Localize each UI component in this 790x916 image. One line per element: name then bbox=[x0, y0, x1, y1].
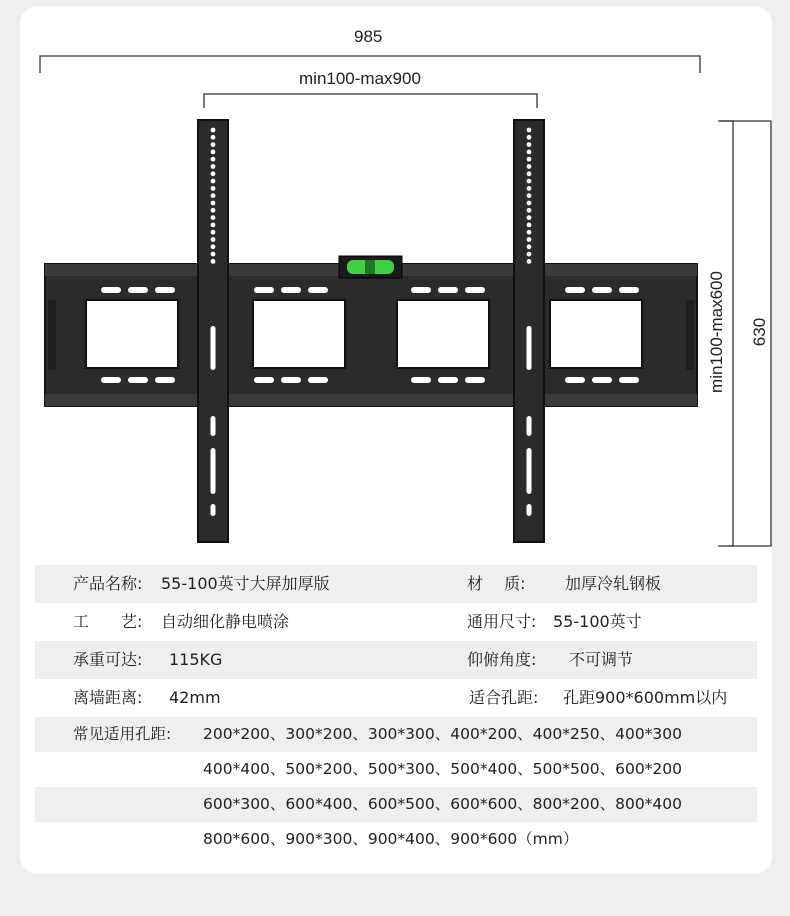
load-value: 115KG bbox=[169, 650, 223, 669]
mount-hole bbox=[527, 244, 532, 249]
mount-hole bbox=[527, 215, 532, 220]
mount-hole bbox=[211, 157, 216, 162]
mount-hole bbox=[211, 208, 216, 213]
mount-hole bbox=[211, 252, 216, 257]
mount-hole bbox=[211, 215, 216, 220]
hole-list-row bbox=[35, 752, 757, 787]
overall-height-label: 630 bbox=[750, 317, 769, 347]
fit-holes-label: 适合孔距: bbox=[469, 688, 539, 707]
mount-hole bbox=[211, 150, 216, 155]
adjust-height-label: min100-max600 bbox=[707, 271, 726, 393]
mount-hole bbox=[527, 135, 532, 140]
adjust-width-dimension-line bbox=[204, 94, 537, 108]
mount-hole bbox=[211, 142, 216, 147]
mount-slot bbox=[211, 448, 216, 494]
common-holes-line: 600*300、600*400、600*500、600*600、800*200、800*400 bbox=[203, 795, 683, 813]
wall-plate bbox=[45, 264, 697, 406]
mount-hole bbox=[211, 193, 216, 198]
spec-row bbox=[35, 679, 757, 717]
mount-hole bbox=[527, 193, 532, 198]
process-value: 自动细化静电喷涂 bbox=[161, 612, 290, 631]
mount-hole bbox=[527, 223, 532, 228]
mount-hole bbox=[211, 244, 216, 249]
load-label: 承重可达: bbox=[73, 650, 143, 669]
hole-list-row bbox=[35, 787, 757, 822]
mount-hole bbox=[527, 252, 532, 257]
mount-hole bbox=[527, 230, 532, 235]
screen-size-label: 通用尺寸: bbox=[467, 612, 537, 631]
common-holes-line: 400*400、500*200、500*300、500*400、500*500、600*200 bbox=[203, 760, 683, 778]
material-value: 加厚冷轧钢板 bbox=[565, 574, 662, 593]
mount-slot bbox=[527, 416, 532, 436]
tilt-label: 仰俯角度: bbox=[467, 650, 537, 669]
adjust-width-label: min100-max900 bbox=[299, 69, 421, 88]
mount-hole bbox=[211, 237, 216, 242]
overall-width-label: 985 bbox=[354, 27, 383, 46]
hole-list-row bbox=[35, 822, 757, 857]
mount-hole bbox=[527, 150, 532, 155]
mount-hole bbox=[527, 128, 532, 133]
wall-distance-value: 42mm bbox=[169, 688, 221, 707]
mount-hole bbox=[211, 230, 216, 235]
mount-hole bbox=[527, 142, 532, 147]
common-holes-line: 800*600、900*300、900*400、900*600（mm） bbox=[203, 830, 579, 848]
wall-distance-label: 离墙距离: bbox=[73, 688, 143, 707]
spec-row bbox=[35, 603, 757, 641]
mount-hole bbox=[527, 201, 532, 206]
mount-hole bbox=[211, 135, 216, 140]
level-bubble-icon bbox=[339, 256, 402, 278]
mount-slot bbox=[527, 326, 532, 370]
mount-hole bbox=[527, 208, 532, 213]
mount-hole bbox=[527, 186, 532, 191]
mount-hole bbox=[527, 259, 532, 264]
mount-slot bbox=[527, 504, 532, 516]
mount-hole bbox=[527, 157, 532, 162]
mount-hole bbox=[211, 223, 216, 228]
material-label: 材 质: bbox=[467, 574, 526, 593]
mount-hole bbox=[211, 128, 216, 133]
fit-holes-value: 孔距900*600mm以内 bbox=[563, 688, 728, 707]
hole-list-row bbox=[35, 717, 757, 752]
mount-hole bbox=[527, 171, 532, 176]
product-name-label: 产品名称: bbox=[73, 574, 143, 593]
process-label: 工 艺: bbox=[73, 612, 143, 631]
common-holes-label: 常见适用孔距: bbox=[73, 725, 172, 743]
mount-hole bbox=[527, 237, 532, 242]
mount-hole bbox=[527, 179, 532, 184]
product-name-value: 55-100英寸大屏加厚版 bbox=[161, 574, 330, 593]
mount-hole bbox=[211, 164, 216, 169]
mount-slot bbox=[527, 448, 532, 494]
tilt-value: 不可调节 bbox=[569, 650, 634, 669]
spec-row bbox=[35, 565, 757, 603]
spec-table bbox=[35, 565, 757, 857]
mount-hole bbox=[211, 201, 216, 206]
mount-hole bbox=[211, 171, 216, 176]
right-arm bbox=[514, 120, 544, 542]
mount-hole bbox=[527, 164, 532, 169]
mount-hole bbox=[211, 186, 216, 191]
mount-slot bbox=[211, 416, 216, 436]
mount-hole bbox=[211, 259, 216, 264]
mount-slot bbox=[211, 326, 216, 370]
mount-slot bbox=[211, 504, 216, 516]
screen-size-value: 55-100英寸 bbox=[553, 612, 642, 631]
spec-row bbox=[35, 641, 757, 679]
mount-hole bbox=[211, 179, 216, 184]
left-arm bbox=[198, 120, 228, 542]
common-holes-line: 200*200、300*200、300*300、400*200、400*250、400*300 bbox=[203, 725, 683, 743]
